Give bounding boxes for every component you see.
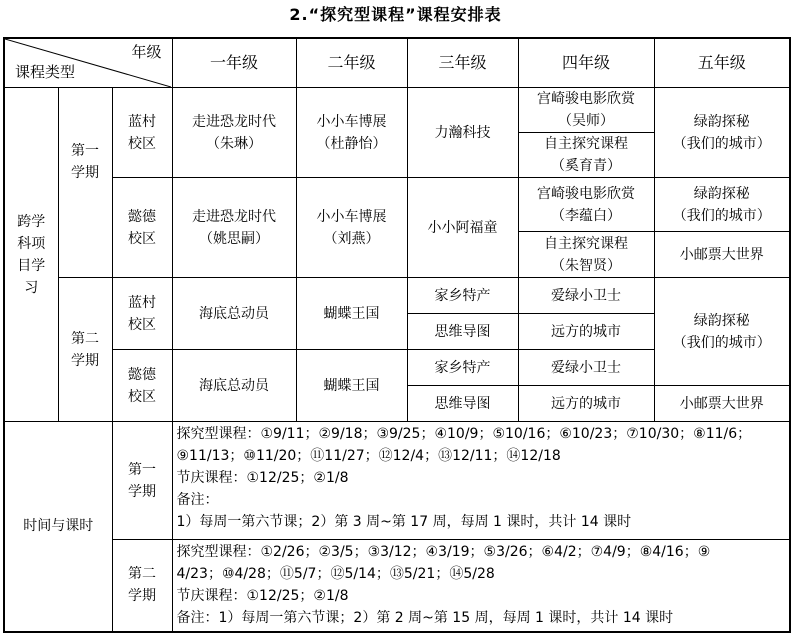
course-cell-t1-yide-g1: 走进恐龙时代 （姚思嗣）	[172, 178, 296, 278]
course-cell-t2-yide-g3a: 家乡特产	[407, 350, 518, 386]
term1-line: 备注：	[176, 492, 219, 508]
course-cell-t2-yide-g2: 蝴蝶王国	[296, 350, 407, 422]
course-cell-t2-lancun-g3b: 思维导图	[407, 314, 518, 350]
campus-lancun-t1: 蓝村 校区	[112, 88, 172, 178]
course-cell-t1-lancun-g4a: 宫崎骏电影欣赏 （吴师）	[518, 88, 654, 133]
course-cell-t2-lancun-g3a: 家乡特产	[407, 278, 518, 314]
time-term1-label: 第一 学期	[112, 422, 172, 540]
table-row	[4, 278, 790, 314]
course-cell-t2-yide-g5: 小邮票大世界	[654, 386, 790, 422]
cross-disciplinary-label: 跨学 科项 目学 习	[4, 88, 58, 422]
campus-lancun-t2: 蓝村 校区	[112, 278, 172, 350]
term2-line: 4/23；⑩4/28；⑪5/7；⑫5/14；⑬5/21；⑭5/28	[176, 566, 495, 582]
table-row	[4, 178, 790, 232]
header-grade-3: 三年级	[407, 38, 518, 88]
course-cell-t2-g5-shared: 绿韵探秘 （我们的城市）	[654, 278, 790, 386]
grade-axis-label: 年级	[131, 43, 162, 61]
course-cell-t1-yide-g2: 小小车博展 （刘燕）	[296, 178, 407, 278]
time-term2-details	[172, 540, 790, 632]
header-grade-1: 一年级	[172, 38, 296, 88]
header-grade-4: 四年级	[518, 38, 654, 88]
term1-line: 探究型课程：①9/11；②9/18；③9/25；④10/9；⑤10/16；⑥10/23；⑦10/30；⑧11/6；	[176, 426, 752, 442]
term2-line: 备注：1）每周一第六节课；2）第 2 周~第 15 周，每周 1 课时，共计 14 课时	[176, 610, 674, 626]
course-cell-t1-yide-g5a: 绿韵探秘 （我们的城市）	[654, 178, 790, 232]
course-cell-t2-yide-g4b: 远方的城市	[518, 386, 654, 422]
corner-header-cell	[4, 38, 172, 88]
term2-line: 节庆课程：①12/25；②1/8	[176, 588, 349, 604]
course-cell-t1-lancun-g3: 力瀚科技	[407, 88, 518, 178]
course-cell-t1-yide-g4b: 自主探究课程 （朱智贤）	[518, 232, 654, 278]
course-cell-t1-lancun-g4b: 自主探究课程 （奚育青）	[518, 133, 654, 178]
term2-line: 探究型课程：①2/26；②3/5；③3/12；④3/19；⑤3/26；⑥4/2；⑦4/9；⑧4/16；⑨	[176, 544, 711, 560]
course-cell-t1-lancun-g5: 绿韵探秘 （我们的城市）	[654, 88, 790, 178]
course-cell-t1-yide-g3: 小小阿福童	[407, 178, 518, 278]
type-axis-label: 课程类型	[15, 63, 76, 81]
table-row	[4, 88, 790, 133]
table-row	[4, 540, 790, 632]
course-cell-t2-lancun-g2: 蝴蝶王国	[296, 278, 407, 350]
course-cell-t1-lancun-g1: 走进恐龙时代 （朱琳）	[172, 88, 296, 178]
course-cell-t1-yide-g5b: 小邮票大世界	[654, 232, 790, 278]
header-row	[4, 38, 790, 88]
term1-line: ⑨11/13；⑩11/20；⑪11/27；⑫12/4；⑬12/11；⑭12/18	[176, 448, 561, 464]
page-title: 2.“探究型课程”课程安排表	[289, 5, 502, 24]
time-term2-label: 第二 学期	[112, 540, 172, 632]
term2-label: 第二 学期	[58, 278, 112, 422]
term1-line: 1）每周一第六节课；2）第 3 周~第 17 周，每周 1 课时，共计 14 课时	[176, 514, 632, 530]
course-cell-t1-yide-g4a: 宫崎骏电影欣赏 （李蕴白）	[518, 178, 654, 232]
term1-line: 节庆课程：①12/25；②1/8	[176, 470, 349, 486]
header-grade-5: 五年级	[654, 38, 790, 88]
course-cell-t2-yide-g3b: 思维导图	[407, 386, 518, 422]
table-row	[4, 422, 790, 540]
time-term1-details	[172, 422, 790, 540]
course-cell-t2-lancun-g4a: 爱绿小卫士	[518, 278, 654, 314]
campus-yide-t2: 懿德 校区	[112, 350, 172, 422]
header-grade-2: 二年级	[296, 38, 407, 88]
course-schedule-table	[3, 37, 791, 633]
course-cell-t2-lancun-g4b: 远方的城市	[518, 314, 654, 350]
time-hours-label: 时间与课时	[4, 422, 112, 632]
campus-yide-t1: 懿德 校区	[112, 178, 172, 278]
course-cell-t2-lancun-g1: 海底总动员	[172, 278, 296, 350]
course-cell-t1-lancun-g2: 小小车博展 （杜静怡）	[296, 88, 407, 178]
course-cell-t2-yide-g1: 海底总动员	[172, 350, 296, 422]
term1-label: 第一 学期	[58, 88, 112, 278]
course-cell-t2-yide-g4a: 爱绿小卫士	[518, 350, 654, 386]
